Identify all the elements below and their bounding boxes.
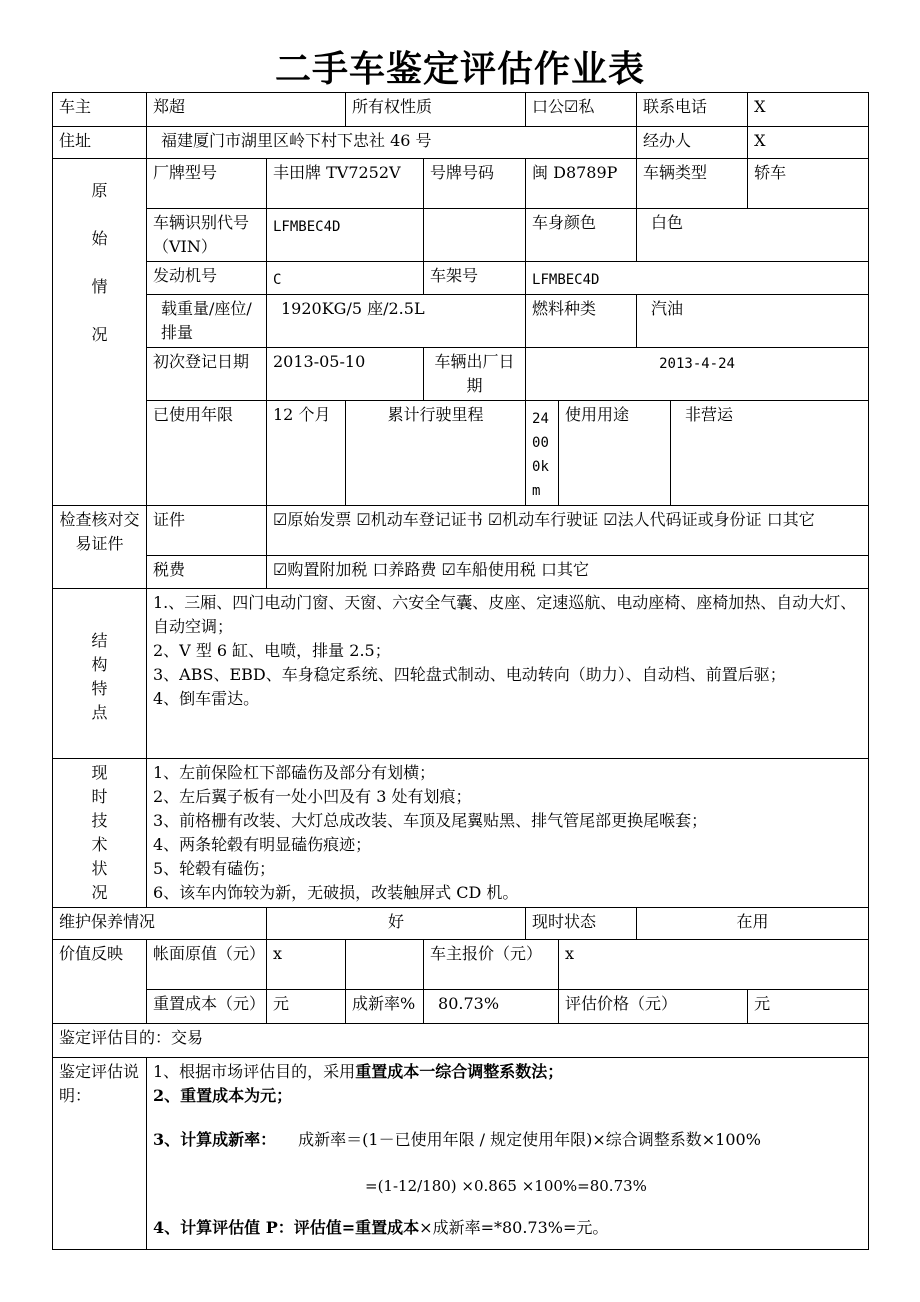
newness-label: 成新率%: [346, 990, 424, 1024]
owner-label: 车主: [53, 93, 147, 127]
condition-list: [147, 759, 869, 908]
explanation-row: [53, 1058, 869, 1250]
frame-value: LFMBEC4D: [526, 262, 869, 295]
load-label: 载重量/座位/排量: [147, 295, 267, 348]
replacement-label: 重置成本（元）: [147, 990, 267, 1024]
list-item: 3、ABS、EBD、车身稳定系统、四轮盘式制动、电动转向（助力）、自动档、前置后驱；: [153, 665, 786, 684]
load-row: [53, 295, 869, 348]
structure-row: [53, 589, 869, 759]
taxes-label: 税费: [147, 556, 267, 589]
engine-row: [53, 262, 869, 295]
owner-value: 郑超: [147, 93, 346, 127]
registration-row: [53, 348, 869, 401]
explanation-content: [147, 1058, 869, 1250]
book-value-value: x: [267, 940, 346, 990]
taxes-row: [53, 556, 869, 589]
certificates-row: [53, 506, 869, 556]
address-value: 福建厦门市湖里区岭下村下忠社 46 号: [147, 127, 637, 159]
brand-value: 丰田牌 TV7252V: [267, 159, 424, 209]
condition-section-label: 现 时 技 术 状 况: [53, 759, 147, 908]
phone-value: X: [748, 93, 869, 127]
phone-label: 联系电话: [637, 93, 748, 127]
registration-value: 2013-05-10: [267, 348, 424, 401]
vin-value: LFMBEC4D: [267, 209, 424, 262]
ownership-value: 口公☑私: [526, 93, 637, 127]
brand-row: [53, 159, 869, 209]
structure-section-label: 结 构 特 点: [53, 589, 147, 759]
list-item: 2、V 型 6 缸、电喷，排量 2.5；: [153, 641, 391, 660]
list-item: 1、左前保险杠下部磕伤及部分有划横；: [153, 763, 436, 782]
load-value: 1920KG/5 座/2.5L: [267, 295, 526, 348]
manufacture-value: 2013-4-24: [526, 348, 869, 401]
explanation-line-1: 1、根据市场评估目的，采用重置成本一综合调整系数法；: [153, 1062, 564, 1081]
list-item: 2、左后翼子板有一处小凹及有 3 处有划痕；: [153, 787, 472, 806]
evaluation-price-value: 元: [748, 990, 869, 1024]
condition-row: [53, 759, 869, 908]
use-label: 使用用途: [559, 401, 671, 506]
replacement-row: [53, 990, 869, 1024]
evaluation-price-label: 评估价格（元）: [559, 990, 748, 1024]
structure-list: [147, 589, 869, 759]
address-label: 住址: [53, 127, 147, 159]
page-title: 二手车鉴定评估作业表: [274, 48, 645, 90]
vin-extra: [424, 209, 526, 262]
fuel-label: 燃料种类: [526, 295, 637, 348]
replacement-value: 元: [267, 990, 346, 1024]
purpose-text: 鉴定评估目的：交易: [53, 1024, 869, 1058]
book-value-label: 帐面原值（元）: [147, 940, 267, 990]
list-item: 1.、三厢、四门电动门窗、天窗、六安全气囊、皮座、定速巡航、电动座椅、座椅加热、自动大灯、自动空调；: [153, 593, 857, 636]
maintenance-label: 维护保养情况: [53, 908, 267, 940]
agent-label: 经办人: [637, 127, 748, 159]
original-section-label: 原 始 情 况: [53, 159, 147, 506]
vin-label: 车辆识别代号（VIN）: [147, 209, 267, 262]
explanation-line-5: 4、计算评估值 P：评估值=重置成本×成新率=*80.73%=元。: [153, 1218, 609, 1237]
purpose-row: [53, 1024, 869, 1058]
list-item: 4、倒车雷达。: [153, 689, 260, 708]
plate-label: 号牌号码: [424, 159, 526, 209]
list-item: 4、两条轮毂有明显磕伤痕迹；: [153, 835, 372, 854]
book-value-row: [53, 940, 869, 990]
mileage-value: 24000km: [526, 401, 559, 506]
status-value: 在用: [637, 908, 869, 940]
explanation-line-3: 3、计算成新率： 成新率＝(1－已使用年限 / 规定使用年限)×综合调整系数×100%: [153, 1130, 761, 1149]
owner-price-value: x: [559, 940, 869, 990]
certificates-value: ☑原始发票 ☑机动车登记证书 ☑机动车行驶证 ☑法人代码证或身份证 口其它: [267, 506, 869, 556]
explanation-label: 鉴定评估说明：: [53, 1058, 147, 1250]
engine-value: C: [267, 262, 424, 295]
docs-section-label: 检查核对交易证件: [53, 506, 147, 589]
color-label: 车身颜色: [526, 209, 637, 262]
book-value-extra: [346, 940, 424, 990]
list-item: 6、该车内饰较为新，无破损，改装触屏式 CD 机。: [153, 883, 519, 902]
fuel-value: 汽油: [637, 295, 869, 348]
brand-label: 厂牌型号: [147, 159, 267, 209]
engine-label: 发动机号: [147, 262, 267, 295]
maintenance-row: [53, 908, 869, 940]
owner-price-label: 车主报价（元）: [424, 940, 559, 990]
certificates-label: 证件: [147, 506, 267, 556]
manufacture-label: 车辆出厂日期: [424, 348, 526, 401]
years-used-label: 已使用年限: [147, 401, 267, 506]
mileage-label: 累计行驶里程: [346, 401, 526, 506]
registration-label: 初次登记日期: [147, 348, 267, 401]
ownership-label: 所有权性质: [346, 93, 526, 127]
color-value: 白色: [637, 209, 869, 262]
appraisal-form: [52, 92, 869, 1250]
use-value: 非营运: [671, 401, 869, 506]
list-item: 3、前格栅有改装、大灯总成改装、车顶及尾翼贴黑、排气管尾部更换尾喉套；: [153, 811, 708, 830]
usage-row: [53, 401, 869, 506]
vehicle-type-value: 轿车: [748, 159, 869, 209]
plate-value: 闽 D8789P: [526, 159, 637, 209]
maintenance-value: 好: [267, 908, 526, 940]
vehicle-type-label: 车辆类型: [637, 159, 748, 209]
vin-row: [53, 209, 869, 262]
value-section-label: 价值反映: [53, 940, 147, 1024]
newness-value: 80.73%: [424, 990, 559, 1024]
frame-label: 车架号: [424, 262, 526, 295]
owner-row: [53, 93, 869, 127]
years-used-value: 12 个月: [267, 401, 346, 506]
status-label: 现时状态: [526, 908, 637, 940]
agent-value: X: [748, 127, 869, 159]
address-row: [53, 127, 869, 159]
list-item: 5、轮毂有磕伤；: [153, 859, 276, 878]
explanation-line-2: 2、重置成本为元；: [153, 1086, 293, 1105]
explanation-line-4: =(1-12/180) ×0.865 ×100%=80.73%: [365, 1177, 647, 1195]
taxes-value: ☑购置附加税 口养路费 ☑车船使用税 口其它: [267, 556, 869, 589]
